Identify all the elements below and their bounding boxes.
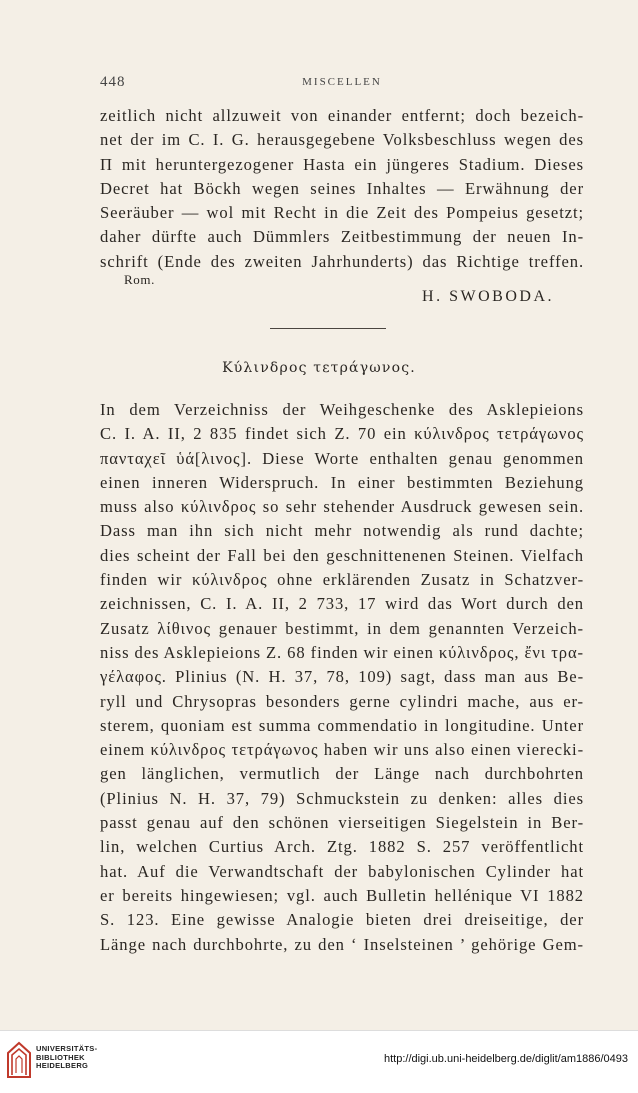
text-line: Π mit heruntergezogener Hasta ein jüngeres Stadium. Dieses bbox=[100, 154, 584, 174]
footer-bar bbox=[0, 1030, 638, 1093]
text-line: zeichnissen, C. I. A. II, 2 733, 17 wird das Wort durch den bbox=[100, 594, 584, 614]
library-logo-icon bbox=[6, 1041, 32, 1079]
text-line: schrift (Ende des zweiten Jahrhunderts) das Richtige treffen. bbox=[100, 251, 584, 271]
text-line: Zusatz λίθινος genauer bestimmt, in dem genannten Verzeich- bbox=[100, 618, 584, 638]
text-line: γέλαφος. Plinius (N. H. 37, 78, 109) sagt, dass man aus Be- bbox=[100, 667, 584, 687]
text-line: gen länglichen, vermutlich der Länge nach durchbohrten bbox=[100, 764, 584, 784]
text-line: πανταχεῖ ὑά[λινος]. Diese Worte enthalten genau genommen bbox=[100, 448, 584, 468]
text-line: dies scheint der Fall bei den geschnittenenen Steinen. Vielfach bbox=[100, 545, 584, 565]
text-line: muss also κύλινδρος so sehr stehender Ausdruck gewesen sein. bbox=[100, 497, 584, 517]
source-url-link[interactable]: http://digi.ub.uni-heidelberg.de/diglit/am1886/0493 bbox=[383, 1053, 628, 1065]
text-line: C. I. A. II, 2 835 findet sich Z. 70 ein κύλινδρος τετράγωνος bbox=[100, 424, 584, 444]
text-line: Dass man ihn sich nicht mehr notwendig als rund dachte; bbox=[100, 521, 584, 541]
text-line: einen inneren Widerspruch. In einer bestimmten Beziehung bbox=[100, 472, 584, 492]
running-title: MISCELLEN bbox=[302, 76, 382, 88]
page-header bbox=[100, 74, 584, 94]
paragraph-section2 bbox=[100, 398, 584, 957]
text-line: (Plinius N. H. 37, 79) Schmuckstein zu denken: alles dies bbox=[100, 788, 584, 808]
text-line: einem κύλινδρος τετράγωνος haben wir uns also einen vierecki- bbox=[100, 740, 584, 760]
text-line: Länge nach durchbohrte, zu den ‘ Inselsteinen ’ gehörige Gem- bbox=[100, 934, 584, 954]
page-number: 448 bbox=[100, 74, 126, 90]
paragraph-section1 bbox=[100, 104, 584, 274]
text-line: sterem, quoniam est summa commendatio in longitudine. Unter bbox=[100, 715, 584, 735]
library-name: UNIVERSITÄTS- BIBLIOTHEK HEIDELBERG bbox=[36, 1044, 98, 1070]
text-line: passt genau auf den schönen vierseitigen Siegelstein in Ber- bbox=[100, 813, 584, 833]
section-divider bbox=[270, 328, 386, 329]
author-signature: H. SWOBODA. bbox=[422, 288, 554, 305]
text-line: Seeräuber — wol mit Recht in die Zeit des Pompeius gesetzt; bbox=[100, 203, 584, 223]
text-line: hat. Auf die Verwandtschaft der babylonischen Cylinder hat bbox=[100, 861, 584, 881]
text-line: ryll und Chrysopras besonders gerne cylindri mache, aus er- bbox=[100, 691, 584, 711]
text-line: Decret hat Böckh wegen seines Inhaltes — Erwähnung der bbox=[100, 178, 584, 198]
section-title: Κύλινδρος τετράγωνος. bbox=[222, 360, 416, 376]
text-line: S. 123. Eine gewisse Analogie bieten drei dreiseitige, der bbox=[100, 910, 584, 930]
text-line: finden wir κύλινδρος ohne erklärenden Zusatz in Schatzver- bbox=[100, 570, 584, 590]
place-line: Rom. bbox=[124, 272, 155, 287]
text-line: niss des Asklepieions Z. 68 finden wir einen κύλινδρος, ἔνι τρα- bbox=[100, 642, 584, 662]
text-line: lin, welchen Curtius Arch. Ztg. 1882 S. 257 veröffentlicht bbox=[100, 837, 584, 857]
text-line: er bereits hingewiesen; vgl. auch Bulletin hellénique VI 1882 bbox=[100, 885, 584, 905]
text-line: In dem Verzeichniss der Weihgeschenke des Asklepieions bbox=[100, 400, 584, 419]
text-line: zeitlich nicht allzuweit von einander entfernt; doch bezeich- bbox=[100, 106, 584, 125]
text-line: daher dürfte auch Dümmlers Zeitbestimmung der neuen In- bbox=[100, 227, 584, 247]
text-line: net der im C. I. G. herausgegebene Volksbeschluss wegen des bbox=[100, 130, 584, 150]
